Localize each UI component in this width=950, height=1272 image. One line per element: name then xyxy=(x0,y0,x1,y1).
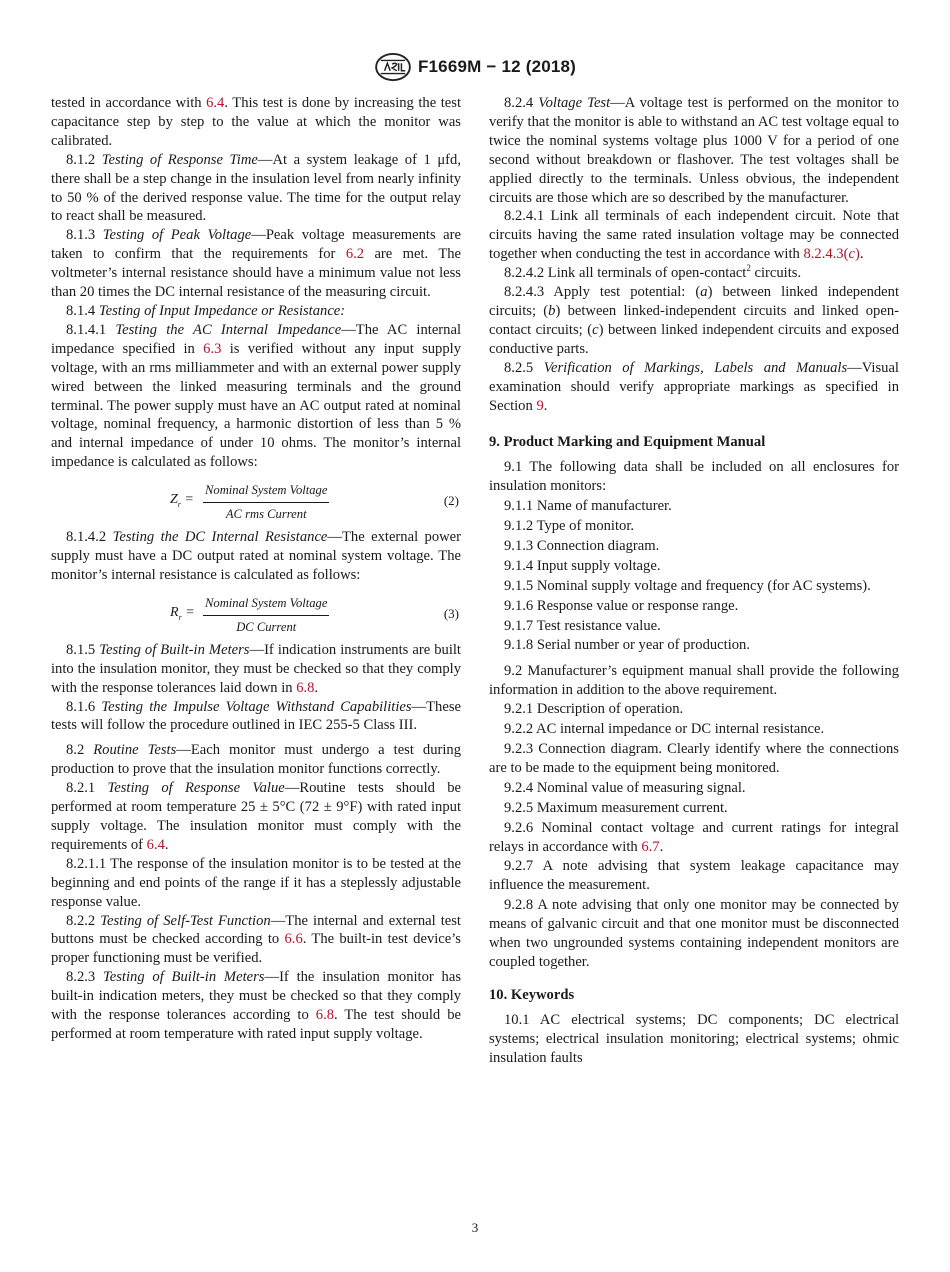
paragraph-8-2-4-2: 8.2.4.2 Link all terminals of open-contact$^2$ circuits. xyxy=(504,263,802,282)
list-item: 9.1.7 Test resistance value. xyxy=(504,617,661,634)
paragraph-8-1-6: 8.1.6 Testing the Impulse Voltage Withstand Capabilities—These tests will follow the procedure outlined in IEC 255-5 Class III. xyxy=(51,698,461,734)
paragraph-9-2-2: 9.2.2 AC internal impedance or DC internal resistance. xyxy=(504,721,825,738)
ref-link-6-2[interactable]: 6.2 xyxy=(345,246,365,263)
list-item: 9.1.5 Nominal supply voltage and frequency (for AC systems). xyxy=(504,577,871,594)
equation-2 xyxy=(51,481,461,522)
paragraph-8-2-1: 8.2.1 Testing of Response Value—Routine tests should be performed at room temperature 25 ± 5°C (72 ± 9°F) with rated input supply voltage. The insulation monitor must comply with the requirements of 6.4. xyxy=(51,780,461,853)
ref-link-6-3[interactable]: 6.3 xyxy=(203,340,222,357)
paragraph-8-1-4: 8.1.4 Testing of Input Impedance or Resistance: xyxy=(66,302,346,319)
paragraph-8-2: 8.2 Routine Tests—Each monitor must undergo a test during production to prove that the insulation monitor functions correctly. xyxy=(51,742,461,778)
astm-logo-icon xyxy=(374,52,412,82)
paragraph-8-2-2: 8.2.2 Testing of Self-Test Function—The internal and external test buttons must be checked according to 6.6. The built-in test device’s proper functioning must be verified. xyxy=(51,912,461,967)
page-header xyxy=(0,52,950,82)
ref-link-8-2-4-3[interactable]: 8.2.4.3(c) xyxy=(803,246,860,263)
paragraph-8-2-4-3: 8.2.4.3 Apply test potential: (a) between linked independent circuits; (b) between linked-independent circuits and linked open-contact circuits; (c) between linked independent circuits and exposed conductive parts. xyxy=(489,284,899,357)
paragraph-8-2-5: 8.2.5 Verification of Markings, Labels and Manuals—Visual examination should verify appropriate markings as specified in Section 9. xyxy=(489,359,899,414)
paragraph-9-2-6: 9.2.6 Nominal contact voltage and current ratings for integral relays in accordance with 6.7. xyxy=(489,819,899,855)
paragraph-8-2-4-1: 8.2.4.1 Link all terminals of each independent circuit. Note that circuits having the same rated insulation voltage may be connected together when conducting the test in accordance with 8.2.4.3(c). xyxy=(489,208,899,263)
page-number: 3 xyxy=(471,1220,479,1235)
ref-link-6-8[interactable]: 6.8 xyxy=(315,1007,335,1024)
footnote-marker: 2 xyxy=(746,263,751,274)
equation-denominator: DC Current xyxy=(236,619,297,634)
equation-numerator: Nominal System Voltage xyxy=(203,481,329,503)
paragraph-8-1-4-1: 8.1.4.1 Testing the AC Internal Impedance—The AC internal impedance specified in 6.3 is verified without any input supply voltage, with an rms milliammeter and with an external power supply wired between the linked measuring terminals and the ground terminal. The power supply must have an AC output rated at nominal voltage, nominal frequency, a harmonic distortion of less than 5 % and internal impedance of under 10 ohms. The monitor’s internal impedance is calculated as follows: xyxy=(51,321,461,471)
paragraph-8-2-4: 8.2.4 Voltage Test—A voltage test is performed on the monitor to verify that the monitor is able to withstand an AC test voltage equal to twice the nominal systems voltage plus 1000 V for a period of one second without breakdown or flashover. The test voltages shall be applied directly to the terminals. Unless obvious, the independent circuits are those which are so described by the manufacturer. xyxy=(489,95,899,206)
paragraph-8-1-4-2: 8.1.4.2 Testing the DC Internal Resistance—The external power supply must have a DC output rated at nominal system voltage. The monitor’s internal resistance is calculated as follows: xyxy=(51,529,462,583)
ref-link-section-9[interactable]: 9 xyxy=(536,397,544,414)
list-item: 9.1.1 Name of manufacturer. xyxy=(504,498,672,515)
list-item: 9.1.6 Response value or response range. xyxy=(504,597,739,614)
ref-link-6-4[interactable]: 6.4 xyxy=(206,95,225,111)
equation-lhs: $Z_r$ = xyxy=(170,492,194,509)
equation-fraction xyxy=(203,481,329,524)
equation-numerator: Nominal System Voltage xyxy=(203,594,329,616)
paragraph-9-2-4: 9.2.4 Nominal value of measuring signal. xyxy=(504,779,746,796)
paragraph-9-2: 9.2 Manufacturer’s equipment manual shall provide the following information in addition to the above requirement. xyxy=(489,663,899,699)
ref-link-6-4[interactable]: 6.4 xyxy=(146,836,165,853)
equation-lhs: $R_r$ = xyxy=(170,604,195,622)
paragraph-8-2-3: 8.2.3 Testing of Built-in Meters—If the insulation monitor has built-in indication meters, they must be checked so that they comply with the response tolerances according to 6.8. The test should be performed at room temperature with rated input supply voltage. xyxy=(51,969,462,1042)
paragraph-8-1-5: 8.1.5 Testing of Built-in Meters—If indication instruments are built into the insulation monitor, they must be checked so that they comply with the response tolerances laid down in 6.8. xyxy=(51,641,461,696)
ref-link-6-6[interactable]: 6.6 xyxy=(284,931,303,948)
paragraph-9-2-1: 9.2.1 Description of operation. xyxy=(504,701,684,718)
list-item: 9.1.8 Serial number or year of production. xyxy=(504,637,750,654)
left-column xyxy=(51,94,461,1044)
right-column xyxy=(489,94,899,1068)
paragraph-10-1: 10.1 AC electrical systems; DC components; DC electrical systems; electrical insulation monitoring; electrical systems; ohmic insulation faults xyxy=(489,1011,899,1066)
paragraph-8-1-3: 8.1.3 Testing of Peak Voltage—Peak voltage measurements are taken to confirm that the requirements for 6.2 are met. The voltmeter’s internal resistance should have a minimum value not less than 20 times the DC internal resistance of the measuring circuit. xyxy=(51,227,462,301)
list-item: 9.1.2 Type of monitor. xyxy=(504,518,635,535)
section-heading-10: 10. Keywords xyxy=(489,986,575,1003)
paragraph-8-1-1-cont: tested in accordance with 6.4. This test is done by increasing the test capacitance step by step to the value at which the monitor was calibrated. xyxy=(51,95,462,149)
list-item: 9.1.3 Connection diagram. xyxy=(504,537,660,554)
ref-link-6-7[interactable]: 6.7 xyxy=(641,838,660,855)
ref-link-6-8[interactable]: 6.8 xyxy=(296,679,315,696)
document-id: F1669M − 12 (2018) xyxy=(417,57,577,76)
equation-denominator: AC rms Current xyxy=(225,507,307,522)
equation-3 xyxy=(51,594,461,632)
equation-number: (3) xyxy=(443,605,459,621)
equation-number: (2) xyxy=(443,493,459,509)
list-item: 9.1.4 Input supply voltage. xyxy=(504,557,661,574)
paragraph-9-1: 9.1 The following data shall be included on all enclosures for insulation monitors: xyxy=(489,459,899,495)
paragraph-8-2-1-1: 8.2.1.1 The response of the insulation monitor is to be tested at the beginning and end points of the range if it has a steplessly adjustable response value. xyxy=(51,855,461,910)
paragraph-9-2-8: 9.2.8 A note advising that only one monitor may be connected by means of galvanic circuit and that one monitor must be disconnected when two ungrounded systems containing independent monitors are coupled together. xyxy=(489,897,899,970)
paragraph-9-2-5: 9.2.5 Maximum measurement current. xyxy=(504,799,728,816)
paragraph-8-1-2: 8.1.2 Testing of Response Time—At a system leakage of 1 μfd, there shall be a step change in the insulation level from nearly infinity to 50 % of the derived response value. The time for the output relay to react shall be measured. xyxy=(51,151,461,225)
paragraph-9-2-7: 9.2.7 A note advising that system leakage capacitance may influence the measurement. xyxy=(489,858,899,894)
paragraph-9-2-3: 9.2.3 Connection diagram. Clearly identify where the connections are to be made to the equipment being monitored. xyxy=(489,741,899,776)
section-heading-9: 9. Product Marking and Equipment Manual xyxy=(489,434,766,451)
equation-fraction xyxy=(203,594,329,637)
